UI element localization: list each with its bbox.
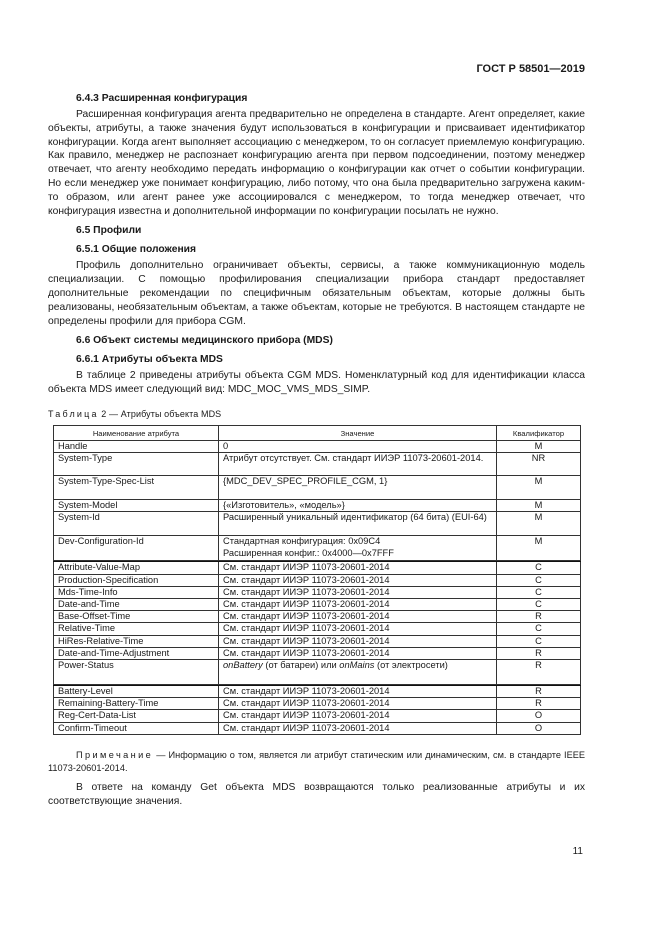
- attr-value: См. стандарт ИИЭР 11073-20601-2014: [219, 611, 497, 623]
- table-caption-text: 2 — Атрибуты объекта MDS: [98, 408, 222, 419]
- attr-value: См. стандарт ИИЭР 11073-20601-2014: [219, 647, 497, 659]
- attr-qualifier: R: [497, 698, 581, 710]
- table-row: [54, 500, 581, 512]
- attr-qualifier: R: [497, 647, 581, 659]
- attr-value-text: (от электросети): [374, 659, 448, 670]
- table-caption-label: Таблица: [48, 408, 99, 419]
- attr-qualifier: C: [497, 574, 581, 586]
- header-value: Значение: [219, 425, 497, 440]
- attr-value: См. стандарт ИИЭР 11073-20601-2014: [219, 623, 497, 635]
- table-row: [54, 722, 581, 734]
- table-row: [54, 562, 581, 574]
- attr-value: См. стандарт ИИЭР 11073-20601-2014: [219, 710, 497, 722]
- attr-name: System-Model: [54, 500, 219, 512]
- table-row: [54, 623, 581, 635]
- note-label: Примечание: [76, 749, 154, 760]
- attr-qualifier: NR: [497, 453, 581, 476]
- attr-name: Dev-Configuration-Id: [54, 536, 219, 561]
- table-note: [48, 749, 585, 775]
- attr-value: См. стандарт ИИЭР 11073-20601-2014: [219, 598, 497, 610]
- table-row: [54, 635, 581, 647]
- attr-qualifier: R: [497, 611, 581, 623]
- attr-name: Date-and-Time: [54, 598, 219, 610]
- attr-qualifier: R: [497, 659, 581, 684]
- attr-name: System-Id: [54, 512, 219, 536]
- header-qualifier: Квалификатор: [497, 425, 581, 440]
- attr-name: Remaining-Battery-Time: [54, 698, 219, 710]
- table-row: [54, 574, 581, 586]
- table-row: [54, 659, 581, 684]
- heading-6-5-1: 6.5.1 Общие положения: [76, 244, 196, 256]
- attr-value-line: Стандартная конфигурация: 0x09C4: [223, 536, 381, 547]
- table-row: [54, 476, 581, 500]
- attr-value-italic: onMains: [339, 659, 375, 670]
- heading-6-6-1: 6.6.1 Атрибуты объекта MDS: [76, 354, 223, 366]
- page-number: 11: [572, 846, 583, 857]
- closing-paragraph: В ответе на команду Get объекта MDS возвращаются только реализованные атрибуты и их соответствующие значения.: [48, 781, 585, 807]
- attr-name: Production-Specification: [54, 574, 219, 586]
- paragraph-6-4-3: Расширенная конфигурация агента предварительно не определена в стандарте. Агент определяет, какие объекты, атрибуты, а также значения будут использоваться в конфигурации и присваивает идентификатор конфигурации. Когда агент выполняет ассоциацию с менеджером, то он согласует приемлемую конфигурацию. Как правило, менеджер не распознает конфигурацию агента при первом подсоединении, поэтому менеджер отвечает, что агенту необходимо передать информацию о конфигурации как отчет о событии конфигурации. Но если менеджер уже понимает конфигурацию, либо потому, что она была предварительно загружена каким-то образом, или агент ранее уже ассоциировался с менеджером, то тогда менеджер отвечает, что конфигурация известна и дополнительной информации по конфигурации посылать не нужно.: [48, 109, 585, 217]
- attr-value: 0: [219, 440, 497, 452]
- attr-value-line: Расширенная конфиг.: 0x4000—0x7FFF: [223, 547, 394, 558]
- attr-qualifier: O: [497, 722, 581, 734]
- attr-value: {MDC_DEV_SPEC_PROFILE_CGM, 1}: [219, 476, 497, 500]
- table-caption: [48, 409, 585, 419]
- attr-name: HiRes-Relative-Time: [54, 635, 219, 647]
- attr-qualifier: M: [497, 512, 581, 536]
- attr-value: Атрибут отсутствует. См. стандарт ИИЭР 11073-20601-2014.: [219, 453, 497, 476]
- paragraph-6-5-1: Профиль дополнительно ограничивает объекты, сервисы, а также коммуникационную модель специализации. С помощью профилирования специализации прибора стандарт предоставляет дополнительные рекомендации по специфичным обязательным объектам, которые должны быть реализованы, необязательным объектам, а также объектам, которые не требуются. В настоящем стандарте не определены профили для прибора CGM.: [48, 260, 585, 327]
- attr-value: См. стандарт ИИЭР 11073-20601-2014: [219, 685, 497, 697]
- attr-qualifier: M: [497, 536, 581, 561]
- attr-name: System-Type-Spec-List: [54, 476, 219, 500]
- note-text: — Информацию о том, является ли атрибут статическим или динамическим, см. в стандарте IEEE 11073-20601-2014.: [48, 749, 585, 773]
- attr-qualifier: C: [497, 586, 581, 598]
- attr-qualifier: C: [497, 635, 581, 647]
- attr-qualifier: C: [497, 623, 581, 635]
- attr-value: См. стандарт ИИЭР 11073-20601-2014: [219, 586, 497, 598]
- attr-name: Reg-Cert-Data-List: [54, 710, 219, 722]
- table-header-row: [54, 425, 581, 440]
- heading-6-5: 6.5 Профили: [76, 225, 142, 237]
- attr-value: [219, 536, 497, 561]
- standard-designation: ГОСТ Р 58501—2019: [476, 63, 585, 75]
- attr-name: System-Type: [54, 453, 219, 476]
- table-row: [54, 586, 581, 598]
- attr-name: Handle: [54, 440, 219, 452]
- attr-qualifier: R: [497, 685, 581, 697]
- attr-name: Base-Offset-Time: [54, 611, 219, 623]
- attr-value: См. стандарт ИИЭР 11073-20601-2014: [219, 722, 497, 734]
- attr-value-italic: onBattery: [223, 659, 263, 670]
- table-row: [54, 512, 581, 536]
- attr-value-text: (от батареи) или: [262, 659, 340, 670]
- heading-6-4-3: 6.4.3 Расширенная конфигурация: [76, 93, 248, 104]
- attr-qualifier: C: [497, 562, 581, 574]
- attr-name: Confirm-Timeout: [54, 722, 219, 734]
- heading-6-6: 6.6 Объект системы медицинского прибора (MDS): [76, 335, 333, 347]
- table-row: [54, 685, 581, 697]
- table-row: [54, 710, 581, 722]
- table-row: [54, 453, 581, 476]
- attr-value: См. стандарт ИИЭР 11073-20601-2014: [219, 698, 497, 710]
- table-row: [54, 698, 581, 710]
- attr-qualifier: M: [497, 440, 581, 452]
- attr-name: Relative-Time: [54, 623, 219, 635]
- attr-name: Attribute-Value-Map: [54, 562, 219, 574]
- attr-name: Power-Status: [54, 659, 219, 684]
- header-attribute-name: Наименование атрибута: [54, 425, 219, 440]
- attr-name: Battery-Level: [54, 685, 219, 697]
- table-row: [54, 647, 581, 659]
- attr-qualifier: O: [497, 710, 581, 722]
- table-row: [54, 536, 581, 561]
- table-row: [54, 611, 581, 623]
- attr-value: См. стандарт ИИЭР 11073-20601-2014: [219, 635, 497, 647]
- attr-qualifier: M: [497, 476, 581, 500]
- attr-value: Расширенный уникальный идентификатор (64 бита) (EUI-64): [219, 512, 497, 536]
- attr-qualifier: M: [497, 500, 581, 512]
- table-row: [54, 598, 581, 610]
- table-row: [54, 440, 581, 452]
- mds-attributes-table: [53, 425, 581, 735]
- attr-value: См. стандарт ИИЭР 11073-20601-2014: [219, 562, 497, 574]
- attr-qualifier: C: [497, 598, 581, 610]
- paragraph-6-6-1: В таблице 2 приведены атрибуты объекта CGM MDS. Номенклатурный код для идентификации класса объекта MDS имеет следующий вид: MDC_MOC_VMS_MDS_SIMP.: [48, 370, 585, 396]
- attr-name: Mds-Time-Info: [54, 586, 219, 598]
- page-content: [48, 92, 585, 814]
- attr-name: Date-and-Time-Adjustment: [54, 647, 219, 659]
- attr-value: {«Изготовитель», «модель»}: [219, 500, 497, 512]
- attr-value: [219, 659, 497, 684]
- attr-value: См. стандарт ИИЭР 11073-20601-2014: [219, 574, 497, 586]
